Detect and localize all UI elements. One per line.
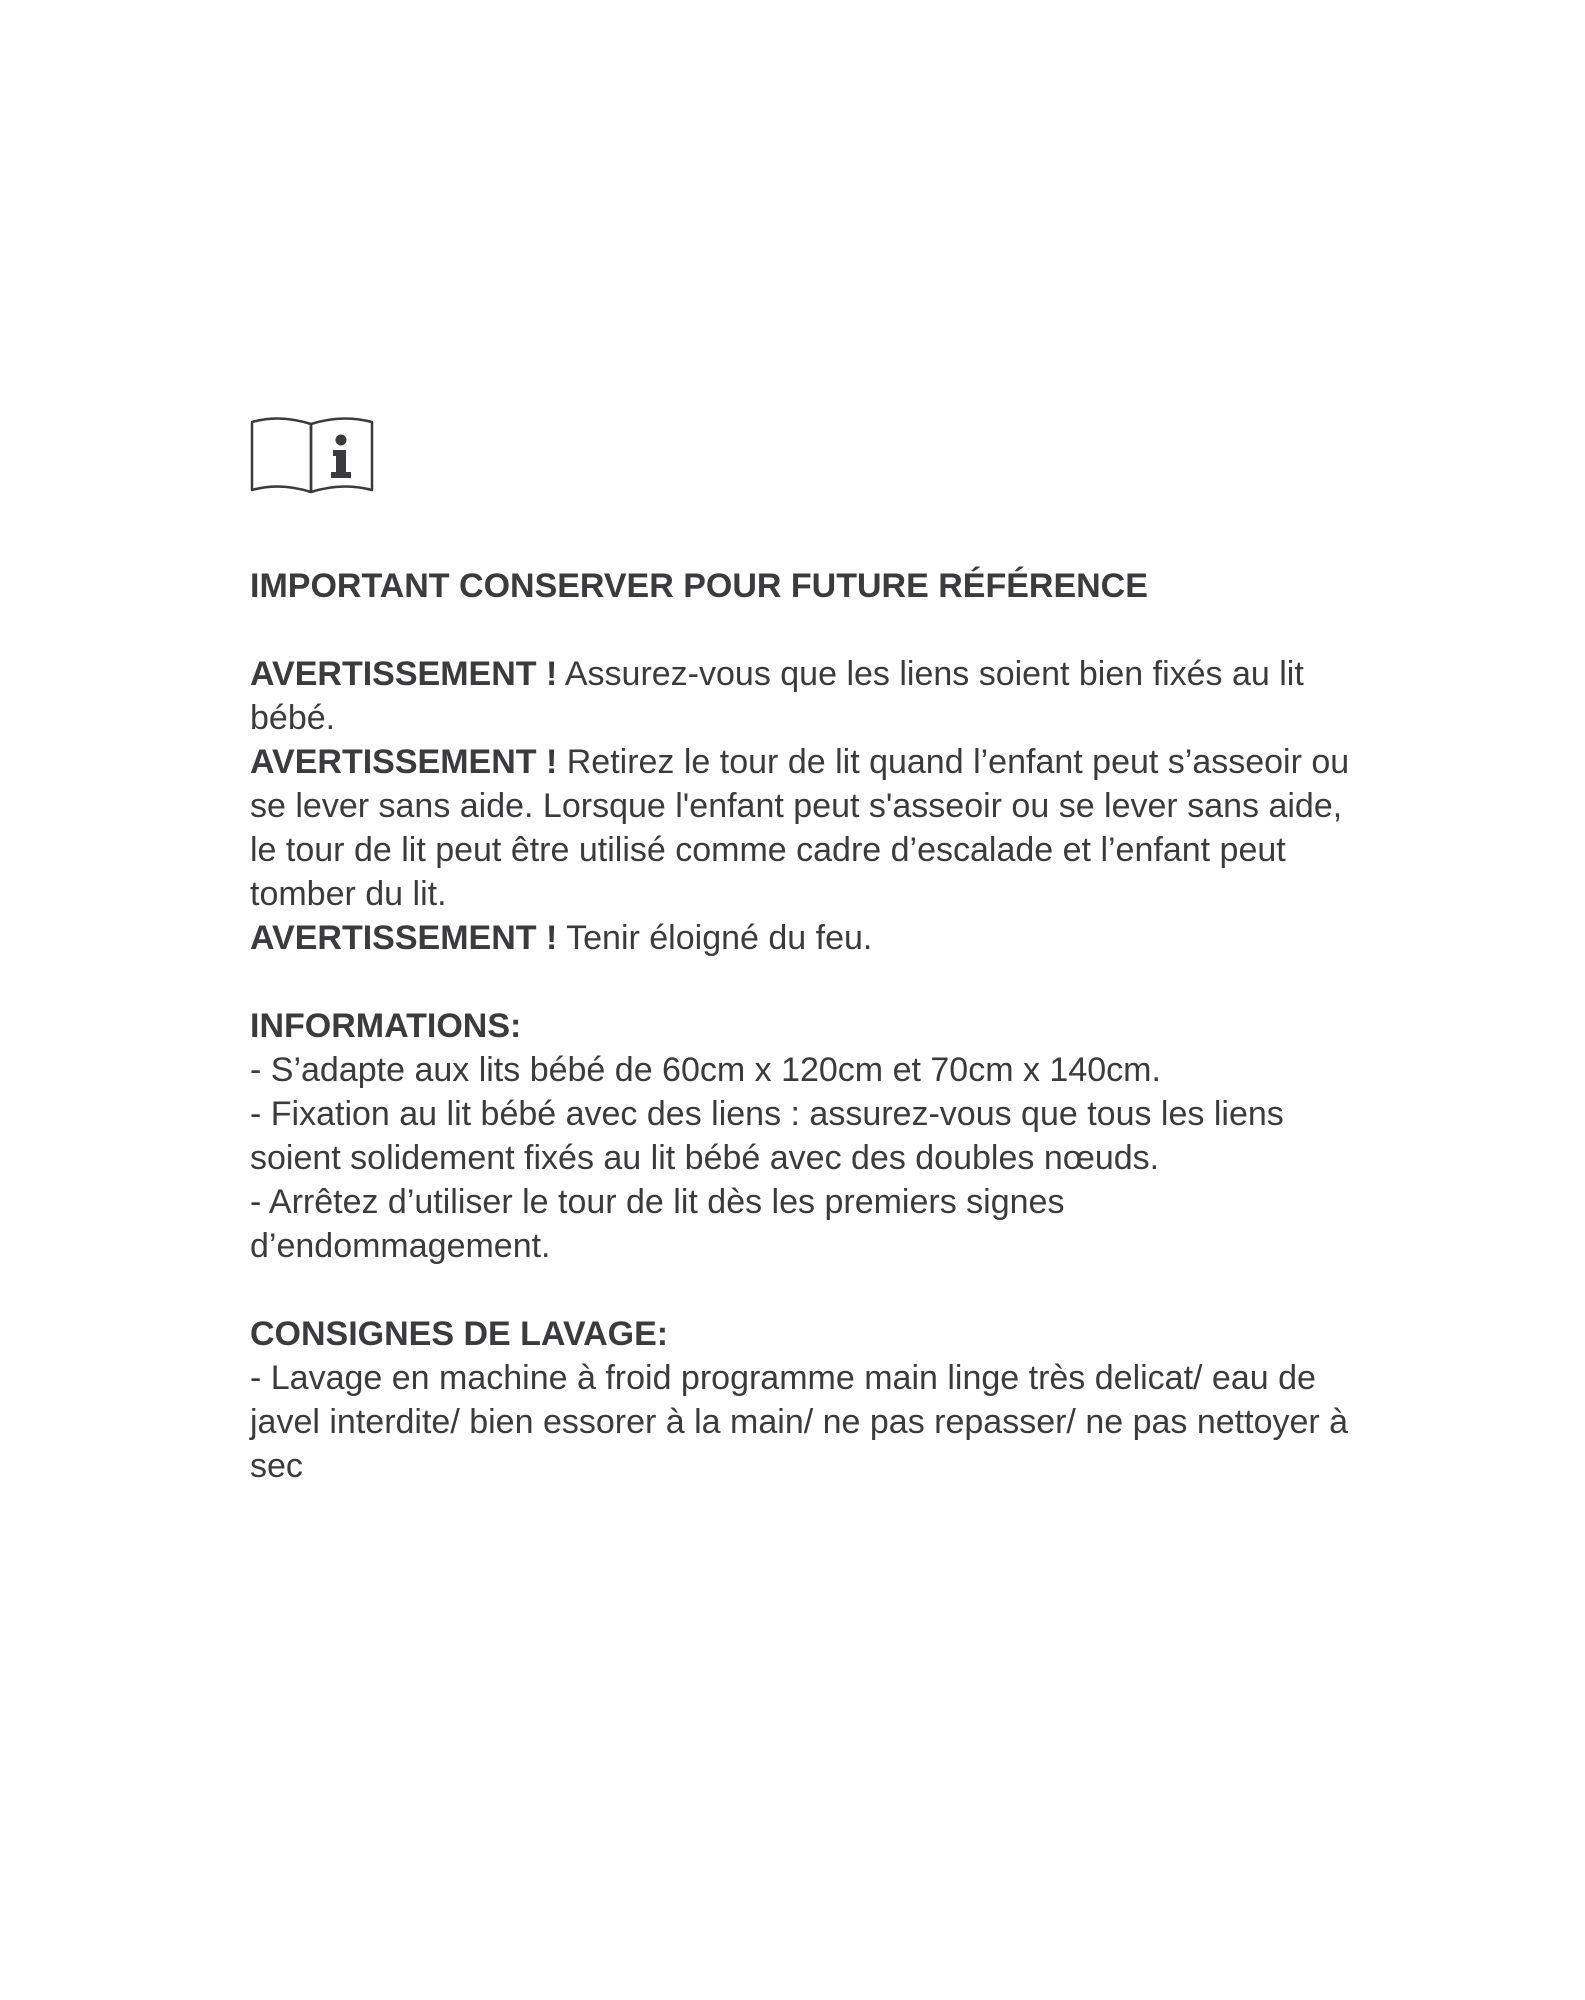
informations-heading: INFORMATIONS:	[250, 1007, 522, 1045]
manual-info-icon	[250, 412, 374, 496]
informations-item: - Fixation au lit bébé avec des liens : assurez-vous que tous les liens soient solidement fixés au lit bébé avec des doubles nœuds.	[250, 1095, 1284, 1177]
document-page	[250, 412, 1350, 1488]
warning-text: Retirez le tour de lit quand l’enfant peut s’asseoir ou se lever sans aide. Lorsque l'enfant peut s'asseoir ou se lever sans aide, le tour de lit peut être utilisé comme cadre d’escalade et l’enfant peut tomber du lit.	[250, 743, 1350, 913]
warning-2	[250, 740, 1350, 916]
informations-item: - Arrêtez d’utiliser le tour de lit dès les premiers signes d’endommagement.	[250, 1183, 1065, 1265]
warning-text: Tenir éloigné du feu.	[566, 919, 873, 957]
warning-text: Assurez-vous que les liens soient bien fixés au lit bébé.	[250, 655, 1304, 737]
warning-1	[250, 652, 1350, 740]
warning-label: AVERTISSEMENT !	[250, 919, 558, 957]
document-body	[250, 564, 1350, 1488]
warning-label: AVERTISSEMENT !	[250, 655, 558, 693]
warning-label: AVERTISSEMENT !	[250, 743, 558, 781]
lavage-heading: CONSIGNES DE LAVAGE:	[250, 1315, 669, 1353]
lavage-item: - Lavage en machine à froid programme main linge très delicat/ eau de javel interdite/ bien essorer à la main/ ne pas repasser/ ne pas nettoyer à sec	[250, 1359, 1349, 1485]
informations-item: - S’adapte aux lits bébé de 60cm x 120cm et 70cm x 140cm.	[250, 1051, 1161, 1089]
document-title: IMPORTANT CONSERVER POUR FUTURE RÉFÉRENCE	[250, 567, 1148, 605]
warning-3	[250, 916, 1350, 960]
